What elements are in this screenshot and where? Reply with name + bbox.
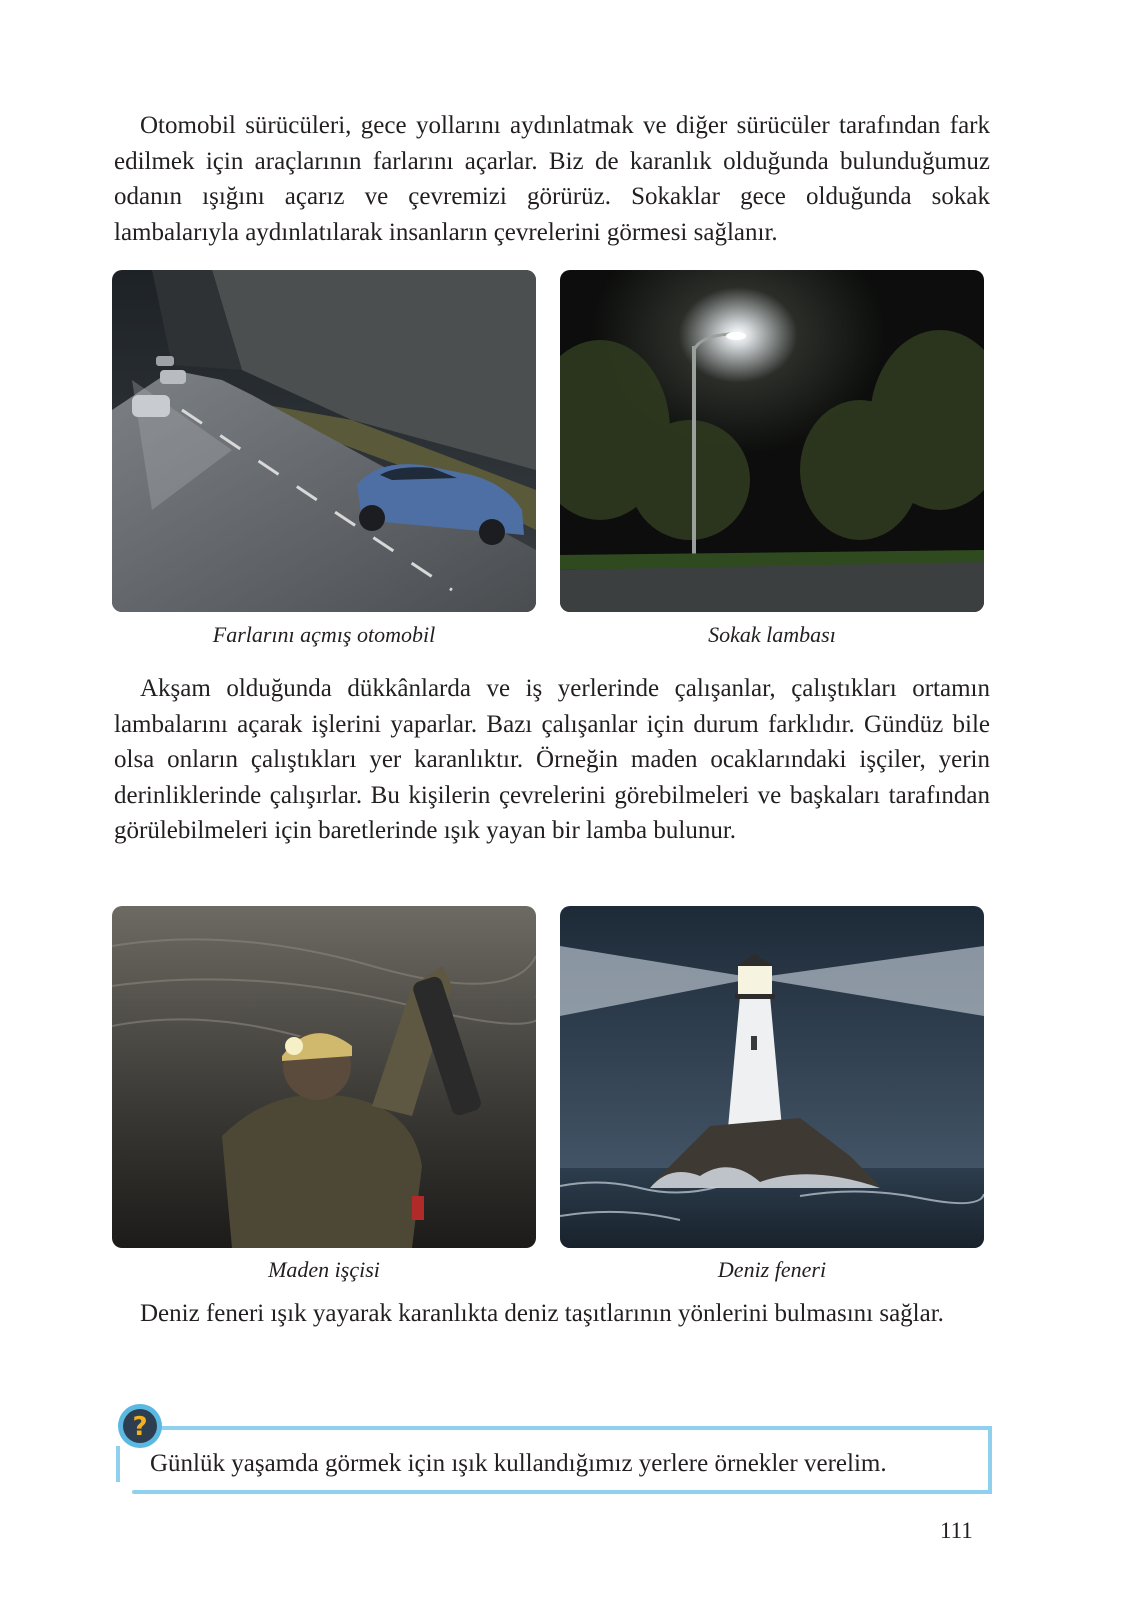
street-lamp-photo — [560, 270, 984, 612]
caption-streetlamp: Sokak lambası — [708, 622, 836, 647]
question-text: Günlük yaşamda görmek için ışık kullandığımız yerlere örnekler verelim. — [150, 1450, 887, 1477]
box-border-bottom — [132, 1490, 992, 1494]
paragraph-workers — [114, 671, 990, 849]
caption-miner: Maden işçisi — [268, 1257, 380, 1282]
svg-text:?: ? — [132, 1412, 148, 1442]
lighthouse-photo — [560, 906, 984, 1248]
box-border-right — [988, 1426, 992, 1494]
paragraph-text: Otomobil sürücüleri, gece yollarını aydınlatmak ve diğer sürücüler tarafından fark edilmek için araçlarının farlarını açarlar. Biz de karanlık olduğunda bulunduğumuz odanın ışığını açarız ve çevremizi görürüz. Sokaklar gece olduğunda sokak lambalarıyla aydınlatılarak insanların çevrelerini görmesi sağlanır. — [114, 112, 990, 246]
miner-photo — [112, 906, 536, 1248]
paragraph-text: Akşam olduğunda dükkânlarda ve iş yerlerinde çalışanlar, çalıştıkları ortamın lambalarını açarak işlerini yaparlar. Bazı çalışanlar için durum farklıdır. Gündüz bile olsa onların çalıştıkları yer karanlıktır. Örneğin maden ocaklarındaki işçiler, yerin derinliklerinde çalışırlar. Bu kişilerin çevrelerini görebilmeleri ve başkaları tarafından görülebilmeleri için baretlerinde ışık yayan bir lamba bulunur. — [114, 675, 990, 844]
box-border-left — [116, 1446, 120, 1482]
box-border-top — [154, 1426, 992, 1430]
paragraph-text: Deniz feneri ışık yayarak karanlıkta deniz taşıtlarının yönlerini bulmasını sağlar. — [140, 1300, 944, 1327]
caption-car: Farlarını açmış otomobil — [212, 622, 436, 647]
question-mark-icon — [116, 1402, 164, 1450]
page-number: 111 — [940, 1518, 973, 1543]
car-headlights-photo — [112, 270, 536, 612]
caption-lighthouse: Deniz feneri — [717, 1257, 827, 1282]
paragraph-headlights — [114, 108, 990, 250]
paragraph-lighthouse — [114, 1296, 990, 1332]
